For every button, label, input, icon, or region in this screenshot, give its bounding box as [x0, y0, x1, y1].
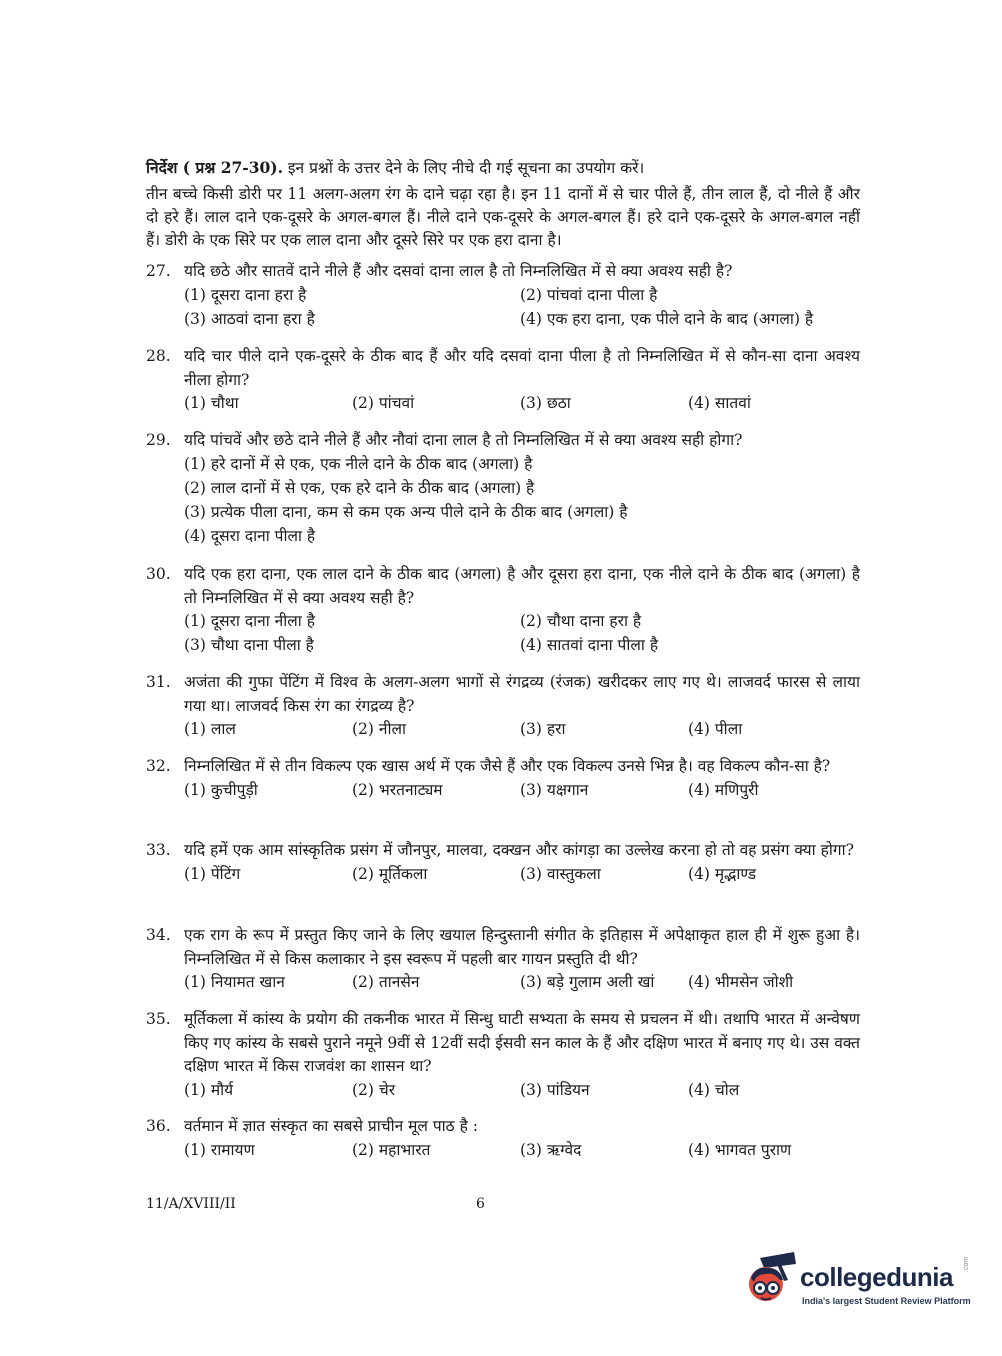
option-2: (2) पांचवां दाना पीला है [520, 285, 658, 304]
question-number: 36. [146, 1117, 171, 1135]
question-number: 32. [146, 757, 171, 775]
option-2: (2) भरतनाट्यम [352, 780, 443, 799]
question-number: 31. [146, 673, 171, 691]
passage: तीन बच्चे किसी डोरी पर 11 अलग-अलग रंग के दाने चढ़ा रहा है। इन 11 दानों में से चार पीले हैं, तीन लाल हैं, दो नीले हैं और दो हरे हैं। लाल दाने एक-दूसरे के अगल-बगल हैं। नीले दाने एक-दूसरे के अगल-बगल हैं। हरे दाने एक-दूसरे के अगल-बगल नहीं हैं। डोरी के एक सिरे पर एक लाल दाना और दूसरे सिरे पर एक हरा दाना है। [146, 185, 860, 249]
question-stem: एक राग के रूप में प्रस्तुत किए जाने के लिए खयाल हिन्दुस्तानी संगीत के इतिहास में अपेक्षाकृत हाल ही में शुरू हुआ है। निम्नलिखित में से किस कलाकार ने इस स्वरूप में पहली बार गायन प्रस्तुति दी थी? [184, 926, 860, 968]
option-3: (3) हरा [520, 720, 566, 738]
logo-tagline: India's largest Student Review Platform [802, 1296, 971, 1306]
question-number: 28. [146, 347, 171, 365]
option-3: (3) छठा [520, 394, 571, 412]
option-1: (1) पेंटिंग [184, 864, 241, 883]
option-4: (4) मणिपुरी [688, 780, 759, 799]
question-number: 35. [146, 1010, 171, 1028]
option-4: (4) सातवां दाना पीला है [520, 636, 659, 654]
option-1: (1) कुचीपुड़ी [184, 780, 258, 799]
options [184, 1139, 860, 1163]
option-3: (3) वास्तुकला [520, 864, 601, 883]
mascot-icon [742, 1250, 798, 1314]
option-1: (1) रामायण [184, 1140, 255, 1159]
direction-line [146, 156, 860, 180]
option-4: (4) भागवत पुराण [688, 1140, 792, 1159]
question-34 [146, 924, 860, 995]
option-2: (2) पांचवां [352, 394, 415, 412]
option-2: (2) नीला [352, 720, 407, 738]
question-number: 33. [146, 841, 171, 859]
option-2: (2) लाल दानों में से एक, एक हरे दाने के ठीक बाद (अगला) है [184, 478, 535, 497]
logo-suffix: .com [963, 1256, 970, 1272]
question-stem: मूर्तिकला में कांस्य के प्रयोग की तकनीक भारत में सिन्धु घाटी सभ्यता के समय से प्रचलन में थी। तथापि भारत में अन्वेषण किए गए कांस्य के सबसे पुराने नमूने 9वीं से 12वीं सदी ईसवी सन काल के हैं और दक्षिण भारत में बनाए गए थे। उस वक्त दक्षिण भारत में किस राजवंश का शासन था? [184, 1010, 860, 1075]
paper-code: 11/A/XVIII/II [146, 1196, 236, 1212]
question-number: 27. [146, 262, 171, 280]
option-1: (1) दूसरा दाना हरा है [184, 285, 307, 304]
question-stem: यदि पांचवें और छठे दाने नीले हैं और नौवां दाना लाल है तो निम्नलिखित में से क्या अवश्य सही होगा? [184, 431, 743, 449]
options [184, 392, 860, 416]
option-1: (1) दूसरा दाना नीला है [184, 612, 315, 630]
option-4: (4) एक हरा दाना, एक पीले दाने के बाद (अगला) है [520, 309, 814, 328]
logo-name: collegedunia [800, 1262, 953, 1292]
option-4: (4) सातवां [688, 394, 751, 412]
page-number: 6 [476, 1196, 485, 1212]
question-36 [146, 1115, 860, 1163]
collegedunia-logo [742, 1250, 972, 1320]
option-4: (4) पीला [688, 720, 743, 738]
option-3: (3) ऋग्वेद [520, 1140, 582, 1159]
question-stem: यदि एक हरा दाना, एक लाल दाने के ठीक बाद (अगला) है और दूसरा हरा दाना, एक नीले दाने के ठीक बाद (अगला) है तो निम्नलिखित में से क्या अवश्य सही है? [184, 565, 860, 607]
question-number: 34. [146, 926, 171, 944]
option-1: (1) मौर्य [184, 1080, 234, 1099]
option-2: (2) तानसेन [352, 973, 420, 991]
options [184, 284, 860, 332]
option-3: (3) यक्षगान [520, 780, 589, 799]
question-32 [146, 755, 860, 803]
options [184, 610, 860, 658]
option-1: (1) हरे दानों में से एक, एक नीले दाने के ठीक बाद (अगला) है [184, 454, 533, 473]
option-1: (1) लाल [184, 720, 236, 738]
options [184, 1079, 860, 1103]
option-3: (3) प्रत्येक पीला दाना, कम से कम एक अन्य पीले दाने के ठीक बाद (अगला) है [184, 502, 628, 521]
options [184, 971, 860, 995]
question-27 [146, 260, 860, 332]
direction-heading: निर्देश ( प्रश्न 27-30). [146, 158, 283, 177]
question-35 [146, 1008, 860, 1103]
options [184, 453, 860, 549]
option-2: (2) मूर्तिकला [352, 864, 428, 883]
question-number: 30. [146, 565, 171, 583]
option-3: (3) आठवां दाना हरा है [184, 309, 315, 328]
option-4: (4) चोल [688, 1080, 740, 1099]
option-3: (3) बड़े गुलाम अली खां [520, 973, 655, 991]
option-4: (4) दूसरा दाना पीला है [184, 526, 316, 545]
question-stem: वर्तमान में ज्ञात संस्कृत का सबसे प्राचीन मूल पाठ है : [184, 1117, 478, 1135]
question-stem: यदि चार पीले दाने एक-दूसरे के ठीक बाद हैं और यदि दसवां दाना पीला है तो निम्नलिखित में से कौन-सा दाना अवश्य नीला होगा? [184, 347, 860, 389]
option-1: (1) चौथा [184, 394, 239, 412]
question-33 [146, 839, 860, 887]
options [184, 718, 860, 742]
option-3: (3) चौथा दाना पीला है [184, 636, 314, 654]
question-28 [146, 345, 860, 416]
question-31 [146, 671, 860, 742]
question-stem: यदि छठे और सातवें दाने नीले हैं और दसवां दाना लाल है तो निम्नलिखित में से क्या अवश्य सही है? [184, 262, 733, 280]
option-1: (1) नियामत खान [184, 973, 285, 991]
options [184, 779, 860, 803]
option-2: (2) महाभारत [352, 1140, 431, 1159]
question-number: 29. [146, 431, 171, 449]
option-2: (2) चौथा दाना हरा है [520, 612, 642, 630]
option-4: (4) मृद्भाण्ड [688, 864, 757, 883]
question-stem: यदि हमें एक आम सांस्कृतिक प्रसंग में जौनपुर, मालवा, दक्खन और कांगड़ा का उल्लेख करना हो तो वह प्रसंग क्या होगा? [184, 841, 854, 859]
question-stem: निम्नलिखित में से तीन विकल्प एक खास अर्थ में एक जैसे हैं और एक विकल्प उनसे भिन्न है। वह विकल्प कौन-सा है? [184, 757, 831, 775]
option-3: (3) पांडियन [520, 1080, 590, 1099]
question-stem: अजंता की गुफा पेंटिंग में विश्व के अलग-अलग भागों से रंगद्रव्य (रंजक) खरीदकर लाए गए थे। लाजवर्द फारस से लाया गया था। लाजवर्द किस रंग का रंगद्रव्य है? [184, 673, 860, 715]
option-2: (2) चेर [352, 1080, 396, 1099]
question-30 [146, 563, 860, 658]
direction-text: इन प्रश्नों के उत्तर देने के लिए नीचे दी गई सूचना का उपयोग करें। [283, 159, 645, 177]
options [184, 863, 860, 887]
option-4: (4) भीमसेन जोशी [688, 973, 794, 991]
question-29 [146, 429, 860, 549]
